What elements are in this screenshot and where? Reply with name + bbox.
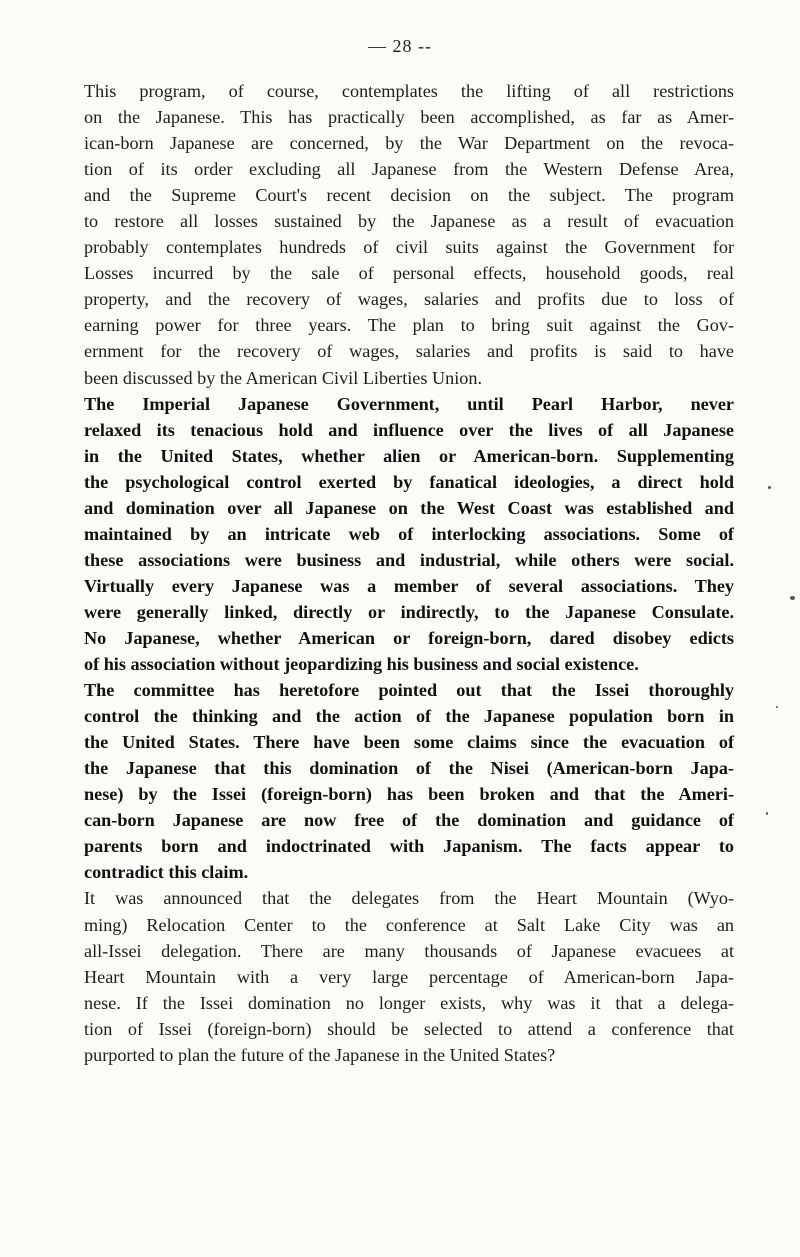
text-line: Losses incurred by the sale of personal effects, household goods, real: [84, 263, 734, 284]
text-line: of his association without jeopardizing his business and social existence.: [84, 654, 639, 675]
scan-speck: [766, 812, 768, 815]
text-line: these associations were business and industrial, while others were social.: [84, 549, 734, 570]
text-line: in the United States, whether alien or American-born. Supplementing: [84, 445, 734, 466]
text-line: parents born and indoctrinated with Japanism. The facts appear to: [84, 836, 734, 857]
text-line: ican-born Japanese are concerned, by the War Department on the revoca-: [84, 133, 734, 154]
page-number: — 28 --: [368, 36, 432, 56]
text-line: ernment for the recovery of wages, salaries and profits is said to have: [84, 341, 734, 362]
text-line: the Japanese that this domination of the Nisei (American-born Japa-: [84, 758, 734, 779]
text-line: purported to plan the future of the Japanese in the United States?: [84, 1044, 556, 1065]
text-line: This program, of course, contemplates the lifting of all restrictions: [84, 81, 734, 101]
text-line: contradict this claim.: [84, 862, 249, 883]
scan-speck: [768, 486, 771, 489]
text-line: been discussed by the American Civil Liberties Union.: [84, 367, 483, 388]
text-line: and the Supreme Court's recent decision on the subject. The program: [84, 185, 734, 206]
text-line: It was announced that the delegates from the Heart Mountain (Wyo-: [84, 888, 734, 909]
text-line: all-Issei delegation. There are many thousands of Japanese evacuees at: [84, 940, 734, 961]
text-line: earning power for three years. The plan to bring suit against the Gov-: [84, 315, 734, 336]
paragraph-1: [84, 78, 734, 391]
text-line: No Japanese, whether American or foreign-born, dared disobey edicts: [84, 627, 734, 648]
text-line: tion of its order excluding all Japanese from the Western Defense Area,: [84, 159, 734, 180]
text-line: ming) Relocation Center to the conference at Salt Lake City was an: [84, 914, 734, 935]
text-line: The committee has heretofore pointed out that the Issei thoroughly: [84, 680, 734, 701]
paragraph-4: [84, 885, 734, 1067]
text-line: the United States. There have been some claims since the evacuation of: [84, 732, 734, 753]
body-text: [84, 78, 734, 1068]
paragraph-3: [84, 677, 734, 885]
text-line: maintained by an intricate web of interlocking associations. Some of: [84, 523, 734, 544]
paragraph-2: [84, 391, 734, 678]
text-line: control the thinking and the action of the Japanese population born in: [84, 706, 734, 727]
text-line: tion of Issei (foreign-born) should be selected to attend a conference that: [84, 1018, 734, 1039]
scan-speck: [776, 706, 778, 708]
text-line: the psychological control exerted by fanatical ideologies, a direct hold: [84, 471, 734, 492]
text-line: Virtually every Japanese was a member of several associations. They: [84, 575, 734, 596]
text-line: probably contemplates hundreds of civil suits against the Government for: [84, 237, 734, 258]
text-line: and domination over all Japanese on the West Coast was established and: [84, 497, 734, 518]
text-line: were generally linked, directly or indirectly, to the Japanese Consulate.: [84, 601, 734, 622]
text-line: The Imperial Japanese Government, until Pearl Harbor, never: [84, 393, 734, 414]
text-line: to restore all losses sustained by the Japanese as a result of evacuation: [84, 211, 734, 232]
text-line: nese) by the Issei (foreign-born) has been broken and that the Ameri-: [84, 784, 734, 805]
text-line: property, and the recovery of wages, salaries and profits due to loss of: [84, 289, 734, 310]
text-line: relaxed its tenacious hold and influence over the lives of all Japanese: [84, 419, 734, 440]
text-line: Heart Mountain with a very large percentage of American-born Japa-: [84, 966, 734, 987]
text-line: can-born Japanese are now free of the domination and guidance of: [84, 810, 734, 831]
text-line: on the Japanese. This has practically been accomplished, as far as Amer-: [84, 107, 734, 128]
text-line: nese. If the Issei domination no longer exists, why was it that a delega-: [84, 992, 734, 1013]
scan-speck: [790, 596, 795, 600]
